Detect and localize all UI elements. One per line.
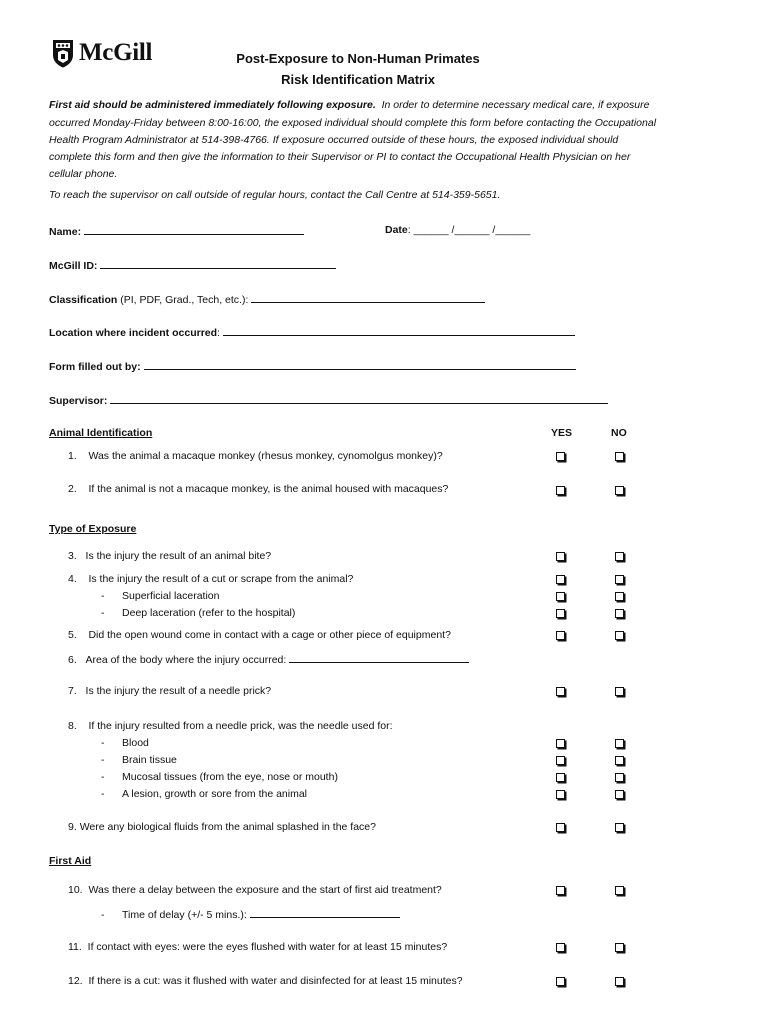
question-1: 1. Was the animal a macaque monkey (rhesus monkey, cynomolgus monkey)? [68, 450, 443, 462]
q3-yes-checkbox[interactable] [556, 552, 565, 561]
date-field: Date: ______ /______ /______ [385, 224, 531, 236]
intro-line-3: Health Program Administrator at 514-398-4766. If exposure occurred outside of these hours, the exposed individual should [49, 134, 619, 146]
q8-sub2-no-checkbox[interactable] [615, 756, 624, 765]
q3-no-checkbox[interactable] [615, 552, 624, 561]
page-title: Post-Exposure to Non-Human Primates [236, 51, 480, 66]
body-area-input-line[interactable] [289, 652, 469, 663]
page-subtitle: Risk Identification Matrix [281, 72, 435, 87]
intro-bold-lead: First aid should be administered immediately following exposure. [49, 99, 376, 111]
form-filled-input-line[interactable] [144, 359, 576, 370]
section-type-of-exposure: Type of Exposure [49, 523, 137, 535]
intro-line-2: occurred Monday-Friday between 8:00-16:00, the exposed individual should complete this form before contacting the Occupational [49, 117, 657, 129]
question-12: 12. If there is a cut: was it flushed with water and disinfected for at least 15 minutes? [68, 975, 463, 987]
q8-sub3-no-checkbox[interactable] [615, 773, 624, 782]
location-field: Location where incident occurred: [49, 325, 575, 339]
question-8-sub-2: - Brain tissue [101, 754, 177, 766]
question-8-sub-1: - Blood [101, 737, 149, 749]
question-3: 3. Is the injury the result of an animal bite? [68, 550, 272, 562]
q4-sub1-no-checkbox[interactable] [615, 592, 624, 601]
section-first-aid: First Aid [49, 855, 92, 867]
q11-no-checkbox[interactable] [615, 943, 624, 952]
question-4: 4. Is the injury the result of a cut or scrape from the animal? [68, 573, 354, 585]
question-10: 10. Was there a delay between the exposure and the start of first aid treatment? [68, 884, 442, 896]
question-7: 7. Is the injury the result of a needle prick? [68, 685, 272, 697]
logo-text: McGill [79, 39, 153, 66]
supervisor-note: To reach the supervisor on call outside of regular hours, contact the Call Centre at 514-359-5651. [49, 189, 501, 201]
q8-sub1-yes-checkbox[interactable] [556, 739, 565, 748]
supervisor-input-line[interactable] [110, 393, 608, 404]
question-10-sub-1: - Time of delay (+/- 5 mins.): [101, 907, 400, 921]
q8-sub3-yes-checkbox[interactable] [556, 773, 565, 782]
q9-yes-checkbox[interactable] [556, 823, 565, 832]
question-5: 5. Did the open wound come in contact with a cage or other piece of equipment? [68, 629, 451, 641]
q8-sub1-no-checkbox[interactable] [615, 739, 624, 748]
q4-sub2-no-checkbox[interactable] [615, 609, 624, 618]
q10-no-checkbox[interactable] [615, 886, 624, 895]
q8-sub4-yes-checkbox[interactable] [556, 790, 565, 799]
intro-line-1: First aid should be administered immediately following exposure. In order to determine necessary medical care, if exposure [49, 99, 650, 111]
section-animal-identification: Animal Identification [49, 427, 153, 439]
q8-sub4-no-checkbox[interactable] [615, 790, 624, 799]
q8-sub2-yes-checkbox[interactable] [556, 756, 565, 765]
delay-time-input-line[interactable] [250, 907, 400, 918]
question-11: 11. If contact with eyes: were the eyes flushed with water for at least 15 minutes? [68, 941, 448, 953]
mcgill-id-field: McGill ID: [49, 258, 336, 272]
question-6: 6. Area of the body where the injury occurred: [68, 652, 469, 666]
q11-yes-checkbox[interactable] [556, 943, 565, 952]
name-field: Name: [49, 224, 304, 238]
mcgill-logo [52, 38, 152, 68]
q12-yes-checkbox[interactable] [556, 977, 565, 986]
name-input-line[interactable] [84, 224, 304, 235]
question-4-sub-2: - Deep laceration (refer to the hospital) [101, 607, 296, 619]
q10-yes-checkbox[interactable] [556, 886, 565, 895]
question-2: 2. If the animal is not a macaque monkey, is the animal housed with macaques? [68, 483, 449, 495]
q12-no-checkbox[interactable] [615, 977, 624, 986]
q2-no-checkbox[interactable] [615, 486, 624, 495]
question-8-sub-4: - A lesion, growth or sore from the animal [101, 788, 308, 800]
q7-no-checkbox[interactable] [615, 687, 624, 696]
question-8: 8. If the injury resulted from a needle prick, was the needle used for: [68, 720, 393, 732]
q9-no-checkbox[interactable] [615, 823, 624, 832]
question-8-sub-3: - Mucosal tissues (from the eye, nose or mouth) [101, 771, 338, 783]
form-filled-field: Form filled out by: [49, 359, 576, 373]
classification-field: Classification (PI, PDF, Grad., Tech, etc.): [49, 292, 485, 306]
q4-sub1-yes-checkbox[interactable] [556, 592, 565, 601]
q5-no-checkbox[interactable] [615, 631, 624, 640]
intro-line-5: cellular phone. [49, 168, 118, 180]
mcgill-id-input-line[interactable] [100, 258, 336, 269]
q4-no-checkbox[interactable] [615, 575, 624, 584]
question-4-sub-1: - Superficial laceration [101, 590, 220, 602]
q7-yes-checkbox[interactable] [556, 687, 565, 696]
q1-yes-checkbox[interactable] [556, 452, 565, 461]
column-yes: YES [551, 427, 573, 439]
location-input-line[interactable] [223, 325, 575, 336]
column-no: NO [611, 427, 627, 439]
q2-yes-checkbox[interactable] [556, 486, 565, 495]
q4-yes-checkbox[interactable] [556, 575, 565, 584]
q4-sub2-yes-checkbox[interactable] [556, 609, 565, 618]
crest-icon [52, 38, 74, 68]
q5-yes-checkbox[interactable] [556, 631, 565, 640]
classification-input-line[interactable] [251, 292, 485, 303]
supervisor-field: Supervisor: [49, 393, 608, 407]
intro-line-4: complete this form and then give the information to their Supervisor or PI to contact the Occupational Health Physician on her [49, 151, 631, 163]
q1-no-checkbox[interactable] [615, 452, 624, 461]
question-9: 9. Were any biological fluids from the animal splashed in the face? [68, 821, 376, 833]
date-input[interactable]: : ______ /______ /______ [407, 224, 531, 236]
